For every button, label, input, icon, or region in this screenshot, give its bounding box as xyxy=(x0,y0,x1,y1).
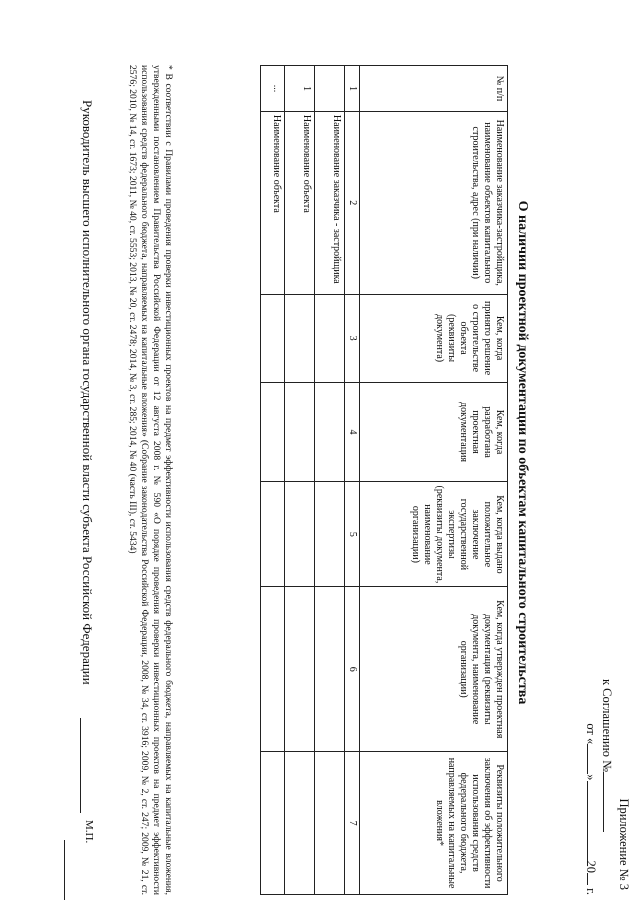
row-num: ... xyxy=(261,66,285,112)
signature-line xyxy=(80,718,81,813)
table-row xyxy=(315,66,345,895)
page-title: О наличии проектной документации по объектам капитального строительства xyxy=(515,200,530,705)
signature-label: Руководитель высшего исполнительного органа государственной власти субъекта Российской Федерации xyxy=(80,100,95,685)
appendix-label: Приложение № 3 xyxy=(617,798,631,890)
col-header-name: Наименование заказчика-застройщика, наименование объектов капитального строительства, адрес (при наличии) xyxy=(360,111,508,294)
col-number: 4 xyxy=(345,382,360,482)
col-number: 3 xyxy=(345,294,360,382)
col-header-developer: Кем, когда разработана проектная документация xyxy=(360,382,508,482)
col-header-decision: Кем, когда принято решение о строительстве объекта (реквизиты документа) xyxy=(360,294,508,382)
row-num: 1 xyxy=(285,66,315,112)
agreement-date xyxy=(583,600,599,895)
date-suffix: г. xyxy=(584,888,598,895)
stamp-label: М.П. xyxy=(83,820,95,844)
table-row xyxy=(285,66,315,895)
row-name: Наименование объекта xyxy=(285,111,315,294)
date-year: 20 xyxy=(584,860,598,874)
col-number: 2 xyxy=(345,111,360,294)
project-documentation-table xyxy=(260,65,508,895)
row-num xyxy=(315,66,345,112)
col-header-num: № п/п xyxy=(360,66,508,112)
date-mid: » xyxy=(584,774,598,781)
table-header-row xyxy=(360,66,508,895)
agreement-label xyxy=(599,600,615,832)
col-header-efficiency: Реквизиты положительного заключения об эффективности использования средств федерального бюджета, направляемых на капитальные вложения* xyxy=(360,752,508,895)
col-header-expertise: Кем, когда выдано положительное заключение государственной экспертизы (реквизиты документа, наименование организации) xyxy=(360,482,508,587)
date-prefix: от « xyxy=(584,723,598,745)
row-name: Наименование заказчика - застройщика xyxy=(315,111,345,294)
col-number: 5 xyxy=(345,482,360,587)
table-number-row xyxy=(345,66,360,895)
table-row xyxy=(261,66,285,895)
agreement-text: к Соглашению № xyxy=(600,678,614,772)
col-header-approval: Кем, когда утвержден проектная документация (реквизиты документа, наименование организации) xyxy=(360,587,508,752)
stamp-line xyxy=(64,840,65,900)
row-name: Наименование объекта xyxy=(261,111,285,294)
col-number: 1 xyxy=(345,66,360,112)
col-number: 6 xyxy=(345,587,360,752)
footnote: * В соответствии с Правилами проведения проверки инвестиционных проектов на предмет эффективности использования средств федерального бюджета, направляемых на капитальные вложения, утвержденными постановлением Правительства Российской Федерации от 12 августа 2008 г. № 590 «О порядке проведения проверки инвестиционных проектов на предмет эффективности использования средств федерального бюджета, направляемых на капитальные вложения» (Собрание законодательства Российской Федерации, 2008, № 34, ст. 3916; 2009, № 2, ст. 247; 2009, № 21, ст. 2576; 2010, № 14, ст. 1673; 2011, № 40, ст. 5553; 2013, № 20, ст. 2478; 2014, № 3, ст. 285; 2014, № 40 (часть III), ст. 5434) xyxy=(127,65,174,895)
col-number: 7 xyxy=(345,752,360,895)
